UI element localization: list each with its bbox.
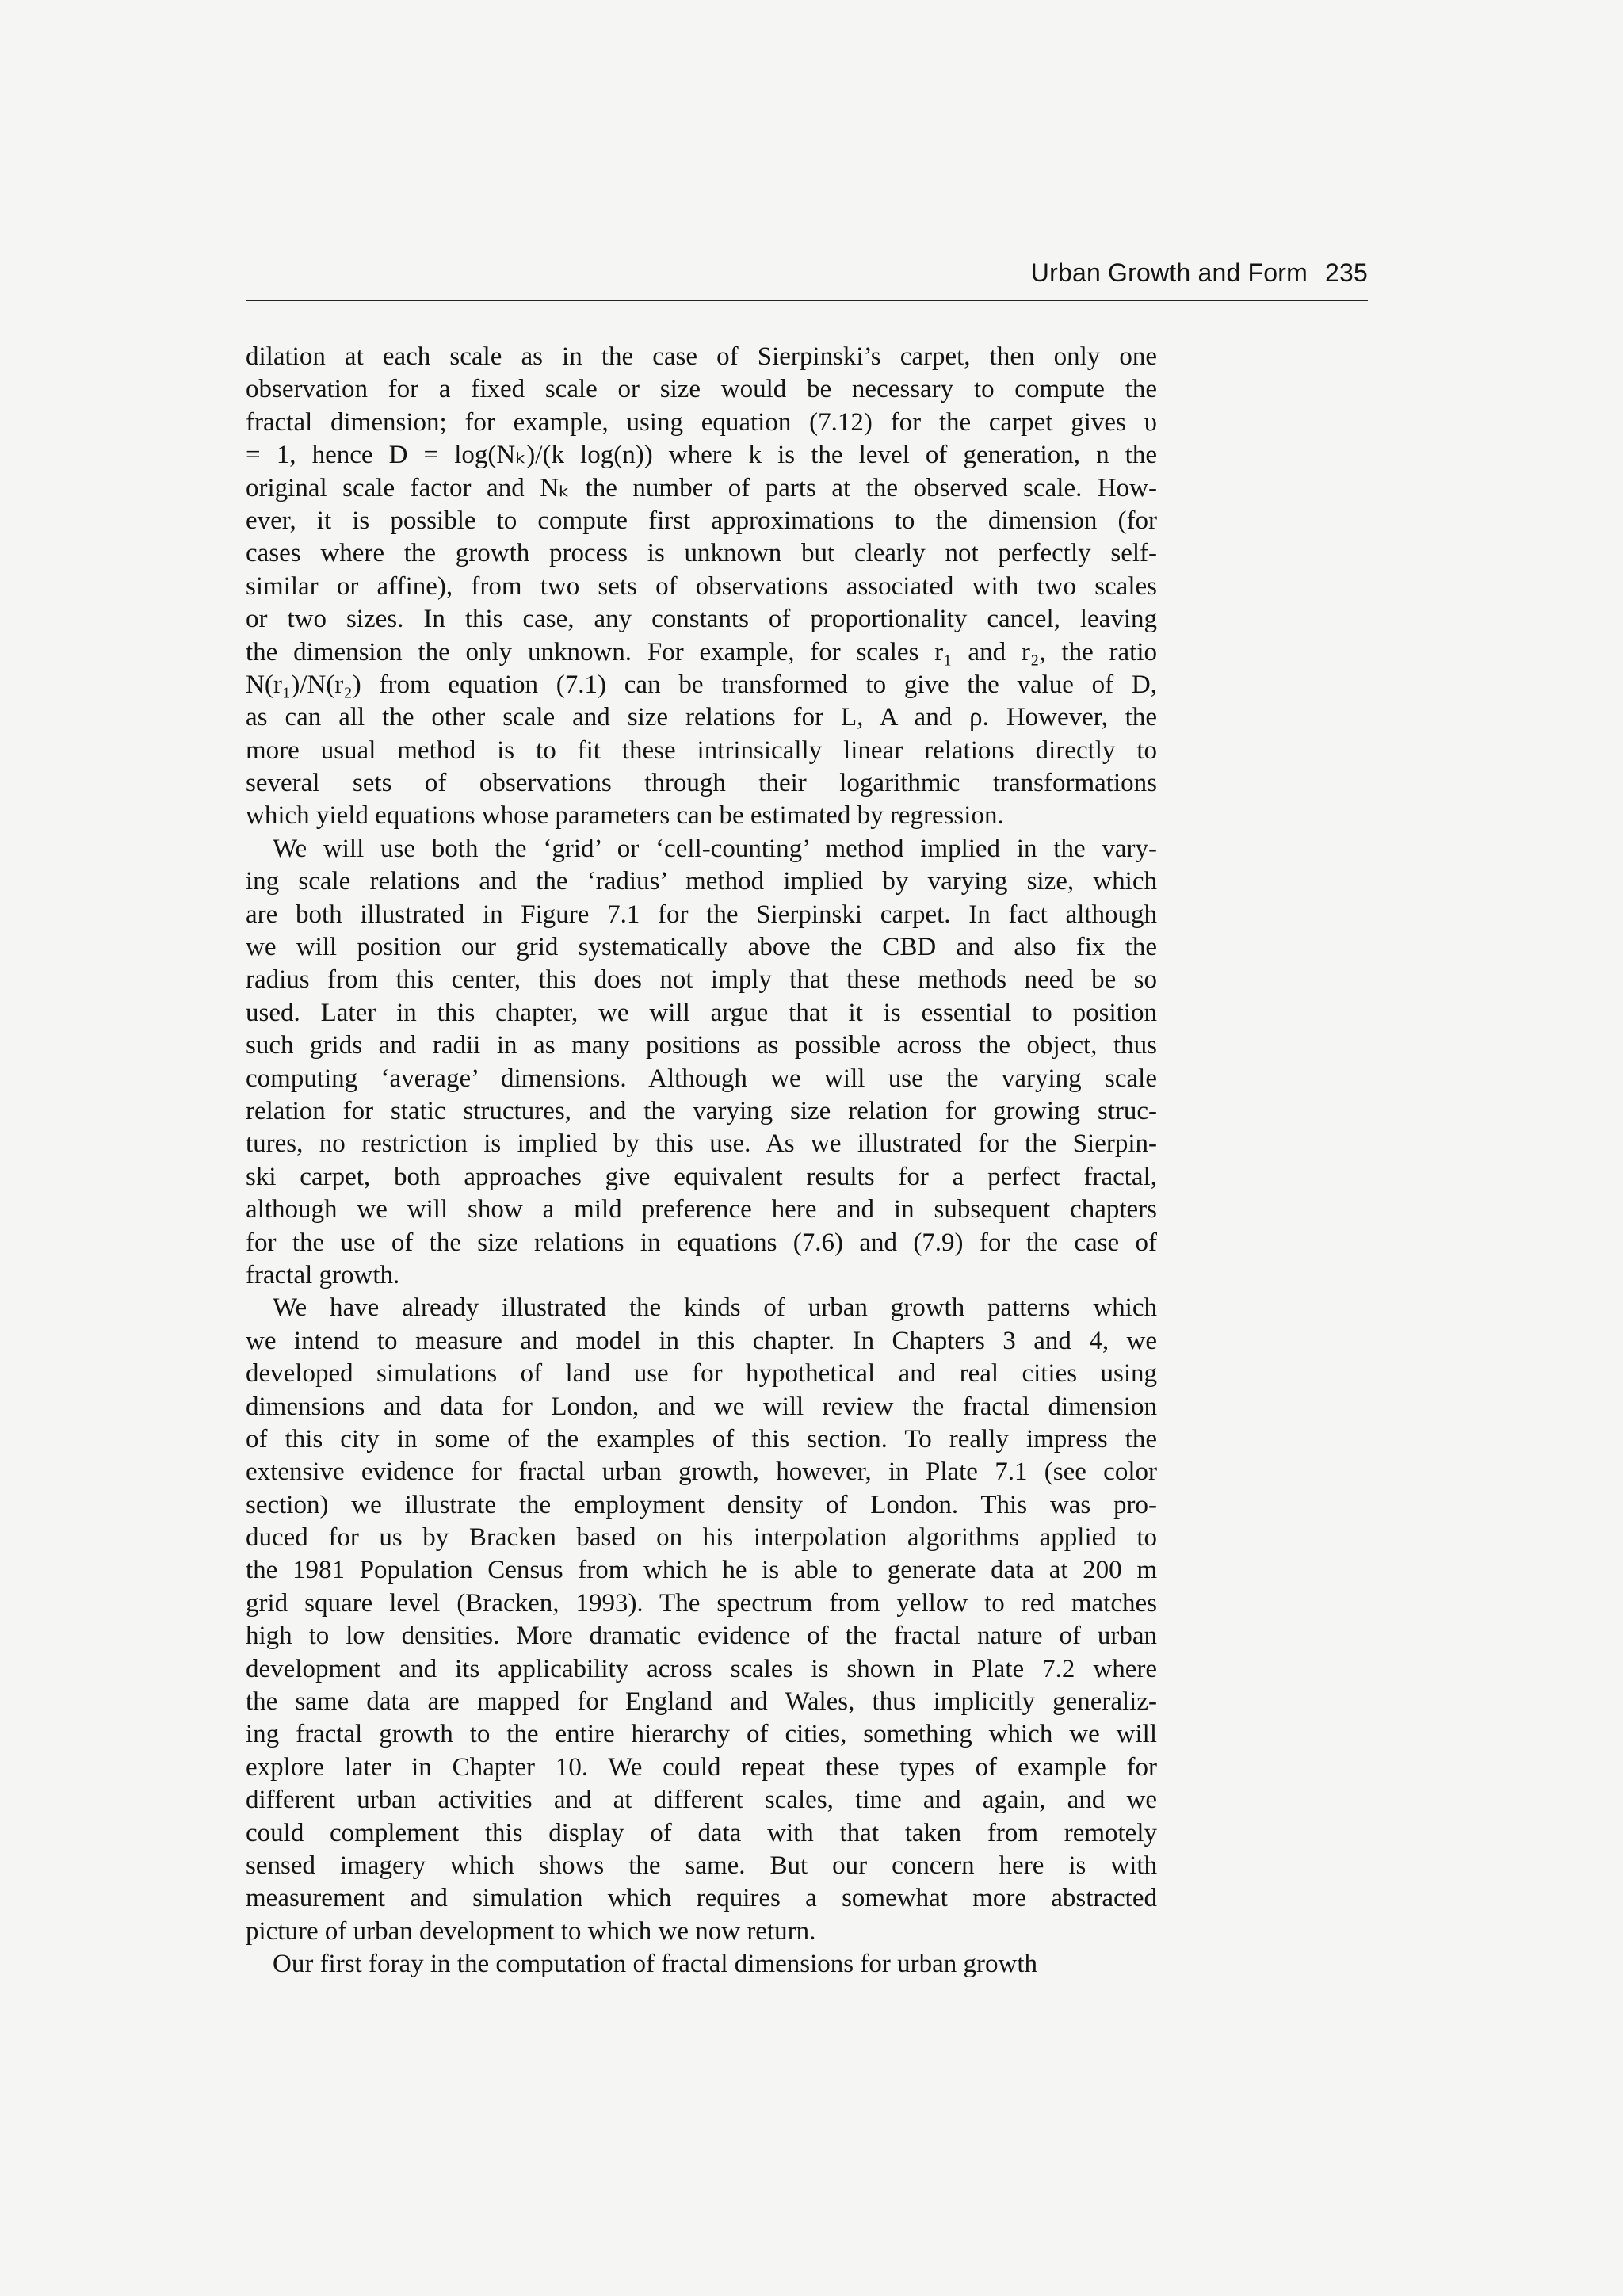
text-line: = 1, hence D = log(Nₖ)/(k log(n)) where k is the level of generation, n the: [246, 441, 1157, 470]
text-line: ski carpet, both approaches give equivalent results for a perfect fractal,: [246, 1162, 1157, 1191]
text-line: measurement and simulation which requires a somewhat more abstracted: [246, 1884, 1157, 1913]
text-line: or two sizes. In this case, any constants of proportionality cancel, leaving: [246, 605, 1157, 634]
text-line: picture of urban development to which we now return.: [246, 1916, 816, 1946]
running-title: [1031, 258, 1368, 288]
text-line: could complement this display of data with that taken from remotely: [246, 1818, 1157, 1847]
text-line: as can all the other scale and size relations for L, A and ρ. However, the: [246, 703, 1157, 732]
text-line: high to low densities. More dramatic evidence of the fractal nature of urban: [246, 1622, 1157, 1651]
text-line: the 1981 Population Census from which he is able to generate data at 200 m: [246, 1556, 1157, 1585]
text-line: fractal dimension; for example, using equation (7.12) for the carpet gives υ: [246, 407, 1157, 437]
text-line: developed simulations of land use for hypothetical and real cities using: [246, 1359, 1157, 1389]
text-line: N(r₁)/N(r₂) from equation (7.1) can be transformed to give the value of D,: [246, 670, 1157, 699]
text-line: such grids and radii in as many positions as possible across the object, thus: [246, 1031, 1157, 1060]
text-line: ing fractal growth to the entire hierarchy of cities, something which we will: [246, 1720, 1157, 1749]
text-line: more usual method is to fit these intrinsically linear relations directly to: [246, 735, 1157, 765]
text-line: extensive evidence for fractal urban growth, however, in Plate 7.1 (see color: [246, 1457, 1157, 1487]
text-line: tures, no restriction is implied by this use. As we illustrated for the Sierpin-: [246, 1129, 1157, 1159]
text-line: are both illustrated in Figure 7.1 for the Sierpinski carpet. In fact although: [246, 900, 1157, 929]
text-line: used. Later in this chapter, we will argue that it is essential to position: [246, 998, 1157, 1027]
text-line: Our first foray in the computation of fractal dimensions for urban growth: [273, 1950, 1037, 1979]
text-line: relation for static structures, and the varying size relation for growing struc-: [246, 1096, 1157, 1125]
text-line: although we will show a mild preference here and in subsequent chapters: [246, 1195, 1157, 1224]
text-line: development and its applicability across scales is shown in Plate 7.2 where: [246, 1654, 1157, 1683]
text-line: different urban activities and at different scales, time and again, and we: [246, 1786, 1157, 1815]
text-line: radius from this center, this does not imply that these methods need be so: [246, 965, 1157, 995]
text-line: the same data are mapped for England and Wales, thus implicitly generaliz-: [246, 1687, 1157, 1717]
running-head: [246, 258, 1368, 301]
text-line: fractal growth.: [246, 1260, 400, 1289]
page-number: 235: [1325, 258, 1368, 287]
text-line: We have already illustrated the kinds of urban growth patterns which: [273, 1293, 1157, 1323]
text-line: several sets of observations through their logarithmic transformations: [246, 769, 1157, 798]
text-line: sensed imagery which shows the same. But our concern here is with: [246, 1851, 1157, 1880]
text-line: we intend to measure and model in this chapter. In Chapters 3 and 4, we: [246, 1326, 1157, 1355]
text-line: we will position our grid systematically above the CBD and also fix the: [246, 933, 1157, 962]
text-line: cases where the growth process is unknown but clearly not perfectly self-: [246, 539, 1157, 568]
text-line: of this city in some of the examples of this section. To really impress the: [246, 1424, 1157, 1454]
text-line: dilation at each scale as in the case of Sierpinski’s carpet, then only one: [246, 342, 1157, 371]
text-line: grid square level (Bracken, 1993). The spectrum from yellow to red matches: [246, 1588, 1157, 1618]
text-line: explore later in Chapter 10. We could repeat these types of example for: [246, 1752, 1157, 1782]
chapter-title: Urban Growth and Form: [1030, 258, 1308, 287]
text-line: duced for us by Bracken based on his interpolation algorithms applied to: [246, 1523, 1157, 1553]
text-line: ever, it is possible to compute first approximations to the dimension (for: [246, 506, 1157, 535]
text-line: which yield equations whose parameters can be estimated by regression.: [246, 801, 1004, 831]
text-line: original scale factor and Nₖ the number of parts at the observed scale. How-: [246, 473, 1157, 502]
text-line: computing ‘average’ dimensions. Although we will use the varying scale: [246, 1064, 1157, 1093]
text-line: the dimension the only unknown. For example, for scales r₁ and r₂, the ratio: [246, 637, 1157, 667]
text-line: We will use both the ‘grid’ or ‘cell-counting’ method implied in the vary-: [273, 834, 1157, 863]
text-line: dimensions and data for London, and we will review the fractal dimension: [246, 1392, 1157, 1421]
text-line: for the use of the size relations in equations (7.6) and (7.9) for the case of: [246, 1228, 1157, 1257]
text-line: ing scale relations and the ‘radius’ method implied by varying size, which: [246, 867, 1157, 896]
body-text: [246, 341, 1157, 1981]
text-line: similar or affine), from two sets of observations associated with two scales: [246, 571, 1157, 601]
text-line: observation for a fixed scale or size would be necessary to compute the: [246, 375, 1157, 404]
text-line: section) we illustrate the employment density of London. This was pro-: [246, 1490, 1157, 1519]
